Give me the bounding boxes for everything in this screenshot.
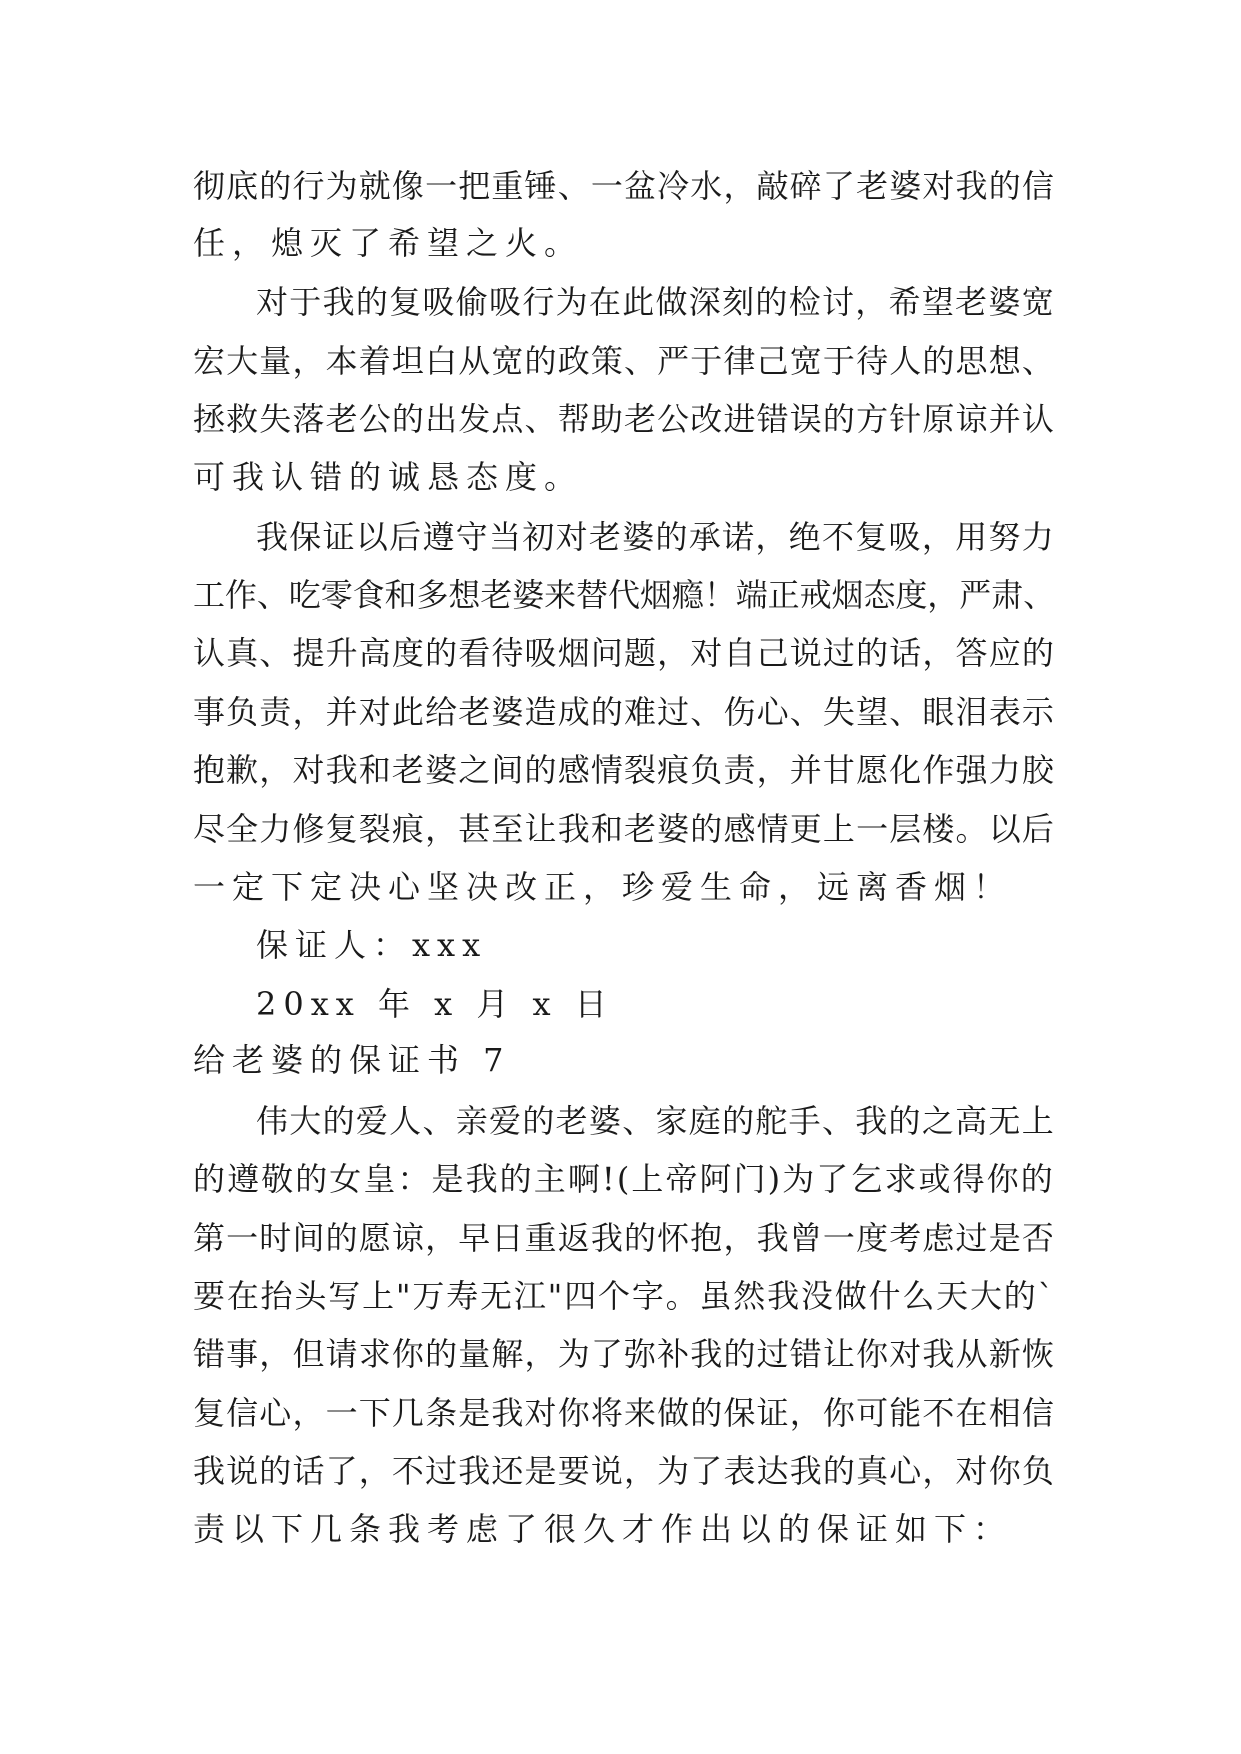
- paragraph-line: 拯救失落老公的出发点、帮助老公改进错误的方针原谅并认: [193, 400, 1056, 438]
- signature-line: 保证人：xxx: [256, 926, 488, 964]
- paragraph-line: 第一时间的愿谅，早日重返我的怀抱，我曾一度考虑过是否: [193, 1219, 1056, 1257]
- paragraph-line: 可我认错的诚恳态度。: [193, 458, 584, 496]
- paragraph-line: 工作、吃零食和多想老婆来替代烟瘾！端正戒烟态度，严肃、: [193, 576, 1056, 614]
- paragraph-line: 抱歉，对我和老婆之间的感情裂痕负责，并甘愿化作强力胶: [193, 751, 1056, 789]
- paragraph-line: 错事，但请求你的量解，为了弥补我的过错让你对我从新恢: [193, 1335, 1056, 1373]
- paragraph-line: 事负责，并对此给老婆造成的难过、伤心、失望、眼泪表示: [193, 693, 1056, 731]
- paragraph-line: 宏大量，本着坦白从宽的政策、严于律己宽于待人的思想、: [193, 342, 1056, 380]
- date-line: 20xx 年 x 月 x 日: [256, 985, 614, 1023]
- paragraph-line: 我说的话了，不过我还是要说，为了表达我的真心，对你负: [193, 1452, 1056, 1490]
- paragraph-line: 责以下几条我考虑了很久才作出以的保证如下：: [193, 1510, 1013, 1548]
- paragraph-line: 任，熄灭了希望之火。: [193, 224, 584, 262]
- paragraph-line: 要在抬头写上"万寿无江"四个字。虽然我没做什么天大的`: [193, 1277, 1056, 1315]
- paragraph-line: 认真、提升高度的看待吸烟问题，对自己说过的话，答应的: [193, 634, 1056, 672]
- paragraph-line: 彻底的行为就像一把重锤、一盆冷水，敲碎了老婆对我的信: [193, 167, 1056, 205]
- paragraph-line: 伟大的爱人、亲爱的老婆、家庭的舵手、我的之高无上: [256, 1102, 1056, 1140]
- section-heading: 给老婆的保证书 7: [193, 1041, 511, 1079]
- paragraph-line: 对于我的复吸偷吸行为在此做深刻的检讨，希望老婆宽: [256, 283, 1056, 321]
- paragraph-line: 尽全力修复裂痕，甚至让我和老婆的感情更上一层楼。以后: [193, 810, 1056, 848]
- paragraph-line: 的遵敬的女皇：是我的主啊!(上帝阿门)为了乞求或得你的: [193, 1160, 1055, 1198]
- paragraph-line: 一定下定决心坚决改正，珍爱生命，远离香烟！: [193, 868, 1013, 906]
- paragraph-line: 我保证以后遵守当初对老婆的承诺，绝不复吸，用努力: [256, 518, 1056, 556]
- paragraph-line: 复信心，一下几条是我对你将来做的保证，你可能不在相信: [193, 1394, 1056, 1432]
